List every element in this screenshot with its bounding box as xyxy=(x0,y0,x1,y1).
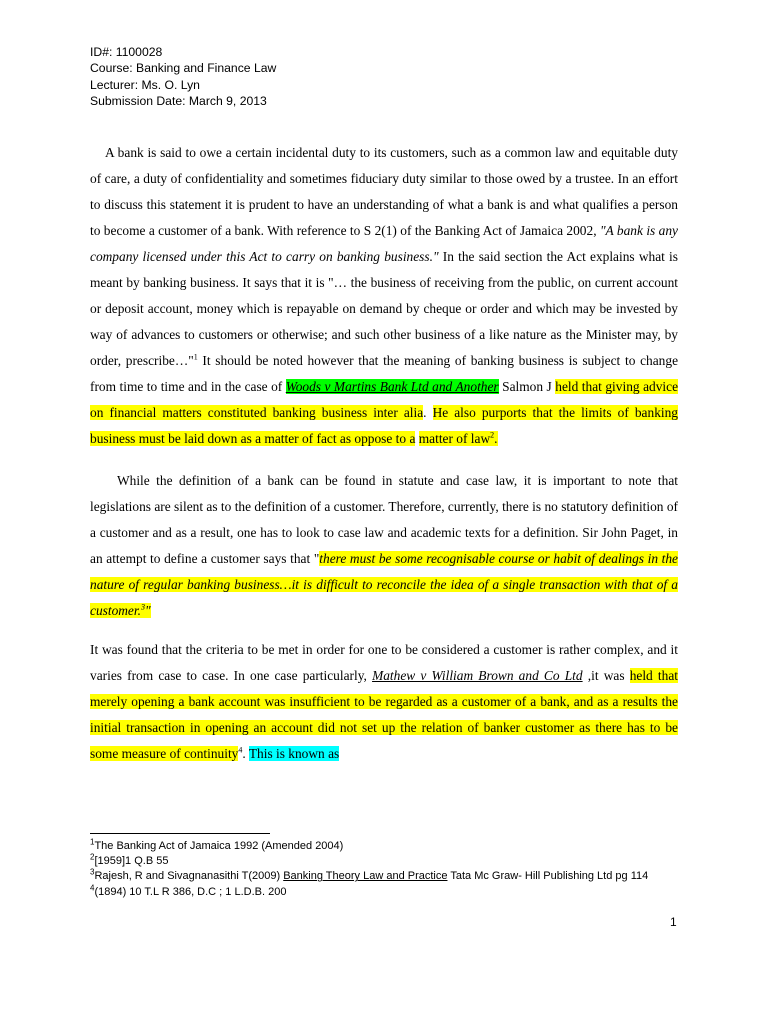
lecturer-name: Lecturer: Ms. O. Lyn xyxy=(90,77,200,92)
text-run: It should be noted however that the meaning of banking business is subject to change from time to time and in the case of xyxy=(90,353,679,394)
footnote-ref-3[interactable]: 3 xyxy=(140,602,145,612)
highlight-text: He also purports that the limits of banking business must be laid down as a matter of fact as oppose to a xyxy=(90,405,678,446)
footnote-text: The Banking Act of Jamaica 1992 (Amended 2004) xyxy=(94,840,344,852)
footnote-text: [1959]1 Q.B 55 xyxy=(94,855,169,868)
footnote-ref-4[interactable]: 4 xyxy=(238,745,243,755)
highlight-text xyxy=(419,431,498,446)
book-title: Banking Theory Law and Practice xyxy=(283,870,448,883)
footnote-separator xyxy=(90,833,270,834)
footnote-1 xyxy=(90,839,648,854)
footnote-number: 4 xyxy=(90,882,95,892)
footnote-text: Rajesh, R and Sivagnanasithi T(2009) xyxy=(94,870,284,883)
case-citation-woods: Woods v Martins Bank Ltd and Another xyxy=(285,379,499,394)
footnote-number: 1 xyxy=(90,837,95,847)
case-citation-mathew: Mathew v William Brown and Co Ltd xyxy=(372,668,583,683)
text-run: . xyxy=(494,431,498,446)
course-name: Course: Banking and Finance Law xyxy=(90,61,277,76)
student-id: ID#: 1100028 xyxy=(90,45,163,59)
highlight-text: held that giving advice on financial matters constituted banking business inter alia xyxy=(90,379,679,420)
text-run: " xyxy=(144,603,151,618)
footnote-3 xyxy=(90,869,648,884)
footnote-2 xyxy=(90,854,648,869)
paragraph-3 xyxy=(90,637,678,767)
paragraph-2 xyxy=(90,468,678,624)
footnote-number: 3 xyxy=(90,867,95,877)
document-body xyxy=(90,140,678,767)
page-number: 1 xyxy=(670,915,677,929)
text-run: It was found that the criteria to be met in order for one to be considered a customer is rather complex, and it varies from case to case. In one case particularly, xyxy=(90,642,678,683)
footnote-text: Tata Mc Graw- Hill Publishing Ltd pg 114 xyxy=(447,870,649,883)
footnote-ref-1[interactable]: 1 xyxy=(193,352,198,362)
submission-date: Submission Date: March 9, 2013 xyxy=(90,94,267,109)
text-run: Salmon J xyxy=(498,379,556,394)
footnote-text: (1894) 10 T.L R 386, D.C ; 1 L.D.B. 200 xyxy=(94,885,287,898)
text-run: In the said section the Act explains what is meant by banking business. It says that it is "… the business of receiving from the public, on current account or deposit account, money which is repayable on demand by cheque or order and which may be invested by way of advances to customers or otherwise; and such other business of a like nature as the Minister may, by order, prescribe…" xyxy=(90,249,678,368)
footnotes xyxy=(90,839,648,900)
text-run: . xyxy=(242,746,249,761)
footnote-4 xyxy=(90,882,648,900)
highlight-cyan-text: This is known as xyxy=(248,746,340,761)
highlight-text: held that merely opening a bank account was insufficient to be regarded as a customer of a bank, and as a results the initial transaction in opening an account did not set up the relation of banker customer as there has to be some measure of continuity xyxy=(90,668,679,761)
text-run: matter of law xyxy=(418,431,491,446)
text-run: While the definition of a bank can be found in statute and case law, it is important to note that legislations are silent as to the definition of a customer. Therefore, currently, there is no statutory definition of a customer and as a result, one has to look to case law and academic texts for a definition. Sir John Paget, in an attempt to define a customer says that " xyxy=(90,473,678,566)
text-run: there must be some recognisable course or habit of dealings in the nature of regular banking business…it is difficult to reconcile the idea of a single transaction with that of a customer. xyxy=(90,551,678,618)
document-header xyxy=(90,44,276,110)
footnote-ref-2[interactable]: 2 xyxy=(490,430,495,440)
footnote-number: 2 xyxy=(90,852,95,862)
text-run: ,it was xyxy=(582,668,630,683)
act-quote: "A bank is any company licensed under this Act to carry on banking business." xyxy=(90,223,678,264)
text-run: . xyxy=(423,405,433,420)
text-run: A bank is said to owe a certain incidental duty to its customers, such as a common law and equitable duty of care, a duty of confidentiality and sometimes fiduciary duty similar to those owed by a trustee. In an effort to discuss this statement it is prudent to have an understanding of what a bank is and what qualifies a person to become a customer of a bank. With reference to S 2(1) of the Banking Act of Jamaica 2002, xyxy=(90,145,678,238)
paragraph-1 xyxy=(90,140,678,452)
